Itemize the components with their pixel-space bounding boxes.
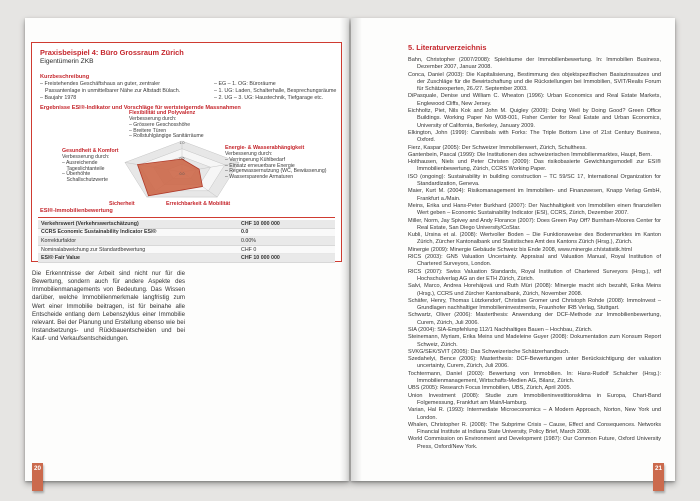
table-row <box>38 246 335 255</box>
radar-tick-label: 1.0 <box>179 141 185 146</box>
case-study-box <box>31 42 342 262</box>
annotation-intro: Verbesserung durch: <box>62 154 110 161</box>
description-item: – 2. UG – 3. UG: Haustechnik, Tiefgarage etc. <box>214 94 324 101</box>
reference-entry: Kubli, Ursina et al. (2008): Wertvoller Boden – Die Funktionsweise des Bodenmarktes im Kanton Zürich, Zürcher Kantonalbank und Statistisches Amt des Kantons Zürich (Hrsg.), Zürich. <box>408 232 661 246</box>
annotation-health <box>62 149 122 184</box>
axis-accessibility-label: Erreichbarkeit & Mobilität <box>166 201 231 207</box>
reference-entry: Union Investment (2008): Studie zum Immobilieninvestitionsklima in Europa, Chart-Band Folgemessung, Frankfurt am Main/Hamburg. <box>408 392 661 406</box>
row-value: 0.0 <box>241 229 249 236</box>
reference-entry: RICS (2003): GN5 Valuation Uncertainty. Appraisal and Valuation Manual, Royal Institution of Chartered Surveyors, London. <box>408 254 661 268</box>
annotation-item: – Einsatz erneuerbare Energie <box>225 162 295 169</box>
axis-energy-label: Energie- & Wasserabhängigkeit <box>225 145 305 151</box>
reference-entry: Elkington, John (1999): Cannibals with Forks: The Triple Bottom Line of 21st Century Business, Oxford. <box>408 129 661 144</box>
reference-entry: Varian, Hal R. (1993): Intermediate Microeconomics – A Modern Approach, Norton, New York und London. <box>408 407 661 421</box>
reference-entry: Salvi, Marco, Andrea Horehájová und Ruth Müri (2008): Minergie macht sich bezahlt, Erika Meins (Hrsg.), CCRS und Zürcher Kantonalbank, Zürich, November 2008. <box>408 283 661 297</box>
axis-safety-label: Sicherheit <box>109 201 135 207</box>
reference-entry: Eichholtz, Piet, Nils Kok and John M. Quigley (2009): Doing Well by Doing Good? Green Office Buildings. Working Paper No W08-001, Fisher Center for Real Estate and Urban Economics, University of California, Berkeley, January 2009. <box>408 108 661 129</box>
row-label: Nominalabweichung zur Standardbewertung <box>41 246 146 253</box>
row-label: ESI® Fair Value <box>41 255 80 262</box>
annotation-item: – Wassersparende Armaturen <box>225 174 294 181</box>
description-item: – EG – 1. OG: Büroräume <box>214 81 276 87</box>
table-row <box>38 229 335 238</box>
axis-flexibility-label: Flexibilität und Polyvalenz <box>129 110 196 116</box>
annotation-energy <box>225 146 337 181</box>
annotation-intro: Verbesserung durch: <box>225 151 273 158</box>
reference-entry: Fierz, Kaspar (2005): Der Schweizer Immobilienwert, Zürich, Schulthess. <box>408 144 587 151</box>
reference-entry: Schäfer, Henry, Thomas Lützkendorf, Christian Gromer und Christoph Rohde (2008): ImmoInvest – Grundlagen nachhaltiger Immobilieninvestments, Fraunhofer IRB Verlag, Stuttgart. <box>408 297 661 312</box>
right-page <box>351 18 675 481</box>
reference-entry: SVKG/SEK/SVIT (2005): Das Schweizerische Schätzerhandbuch. <box>408 348 570 355</box>
reference-entry: Whalen, Christopher R. (2008): The Subprime Crisis – Cause, Effect and Consequences. Networks Financial Institute at Indiana State University, Policy Brief, March 2008. <box>408 421 661 436</box>
table-row <box>38 220 335 229</box>
annotation-intro: Verbesserung durch: <box>129 116 177 123</box>
valuation-heading: ESI®-Immobilienbewertung <box>40 208 113 214</box>
reference-entry: Miller, Norm, Jay Spivey and Andy Florance (2007): Does Green Pay Off? Burnham-Moores Center for Real Estate, San Diego University/CoStar. <box>408 217 661 231</box>
results-heading: Ergebnisse ESI®-Indikator und Vorschläge für wertsteigernde Massnahmen <box>40 105 241 111</box>
annotation-item: – Breitere Türen <box>129 127 167 134</box>
left-page <box>25 18 349 481</box>
axis-health-label: Gesundheit & Komfort <box>62 148 119 154</box>
reference-entry: DiPasquale, Denise und William C. Wheaton (1996): Urban Economics and Real Estate Markets, Englewood Cliffs, New Jersey. <box>408 93 661 107</box>
case-study-owner: Eigentümerin ZKB <box>40 58 94 65</box>
page-number-tab-right: 21 <box>653 463 664 491</box>
valuation-table <box>38 220 335 263</box>
short-description-heading: Kurzbeschreibung <box>40 74 90 80</box>
table-row <box>38 254 335 263</box>
annotation-item: – Überhöhte Schallschutzwerte <box>62 171 108 184</box>
reference-entry: Maier, Kurt M. (2004): Risikomanagement im Immobilien- und Finanzwesen, Knapp Verlag GmbH, Frankfurt a./Main. <box>408 188 661 202</box>
annotation-item: – Rollstuhlgängige Sanitärräume <box>129 133 204 140</box>
reference-entry: UBS (2005): Research Focus Immobilien, UBS, Zürich, April 2005. <box>408 385 572 392</box>
body-paragraph: Die Erkenntnisse der Arbeit sind nicht nur für die Bewertung, sondern auch für andere Aspekte des Immobilienmanagements von Bedeutung. Das Wissen darüber, welche Immobilienmerkmale langfristig zum Wert einer Immobilie beitragen, ist für beinahe alle Entscheide entlang dem Lebenszyklus einer Immobilie relevant. Bei der Planung und Erstellung ebenso wie bei Instandsetzungs- und Rückbauentscheiden und bei Kauf- und Verkaufsentscheidungen. <box>32 270 185 343</box>
short-description-column-2 <box>214 81 339 102</box>
reference-entry: Schwartz, Oliver (2006): Masterthesis: Anwendung der DCF-Methode zur Immobilienbewertung, Curem, Zürich, Juli 2006. <box>408 312 661 326</box>
reference-entry: Meins, Erika und Hans-Peter Burkhard (2007): Der Nachhaltigkeit von Immobilien einen finanziellen Wert geben – Economic Sustainability Indicator (ESI), CCRS, Zürich, Dezember 2007. <box>408 202 661 217</box>
reference-list <box>408 57 661 451</box>
row-value: CHF 10 000 000 <box>241 255 280 262</box>
row-value: CHF 0 <box>241 246 257 253</box>
annotation-item: – Grössere Geschosshöhe <box>129 121 191 128</box>
valuation-divider <box>38 217 335 218</box>
reference-entry: Szedahelyi, Bence (2006): Masterthesis: DCF-Bewertungen unter Berücksichtigung der valuation uncertainty, Curem, Zürich, Juli 2006. <box>408 356 661 370</box>
radar-tick-label: 0.5 <box>179 156 185 161</box>
row-label: CCRS Economic Sustainability Indicator ESI® <box>41 229 157 236</box>
reference-entry: Steinemann, Myriam, Erika Meins und Madeleine Guyer (2008): Dokumentation zum Konsum Report Schweiz, Zürich. <box>408 334 661 348</box>
table-row <box>38 237 335 246</box>
annotation-item: – Verringerung Kühlbedarf <box>225 156 286 163</box>
reference-entry: ISO (ongoing): Sustainability in building construction – TC 59/SC 17, International Organization for Standardization, Geneva. <box>408 173 661 188</box>
bibliography-heading: 5. Literaturverzeichnis <box>408 43 487 52</box>
reference-entry: Holthausen, Niels und Peter Christen (2009): Das risikobasierte Gewichtungsmodell zur ESI® Immobilienbewertung, Zürich, CCRS Working Paper. <box>408 159 661 173</box>
reference-entry: Minergie (2009): Minergie Gebäude Schweiz bis Ende 2008, www.minergie.ch/statistik.html <box>408 246 632 253</box>
reference-entry: Bahn, Christopher (2007/2008): Spielräume der Immobilienbewertung. In: Immobilien Business, Dezember 2007, Januar 2008. <box>408 57 661 71</box>
description-item: – 1. UG: Laden, Schalterhalle, Besprechungsräume <box>214 87 337 94</box>
reference-entry: RICS (2007): Swiss Valuation Standards, Royal Institution of Chartered Surveyors (Hrsg.), vdf Hochschulverlag AG an der ETH Zürich, Zürich. <box>408 268 661 282</box>
row-value: CHF 10 000 000 <box>241 220 280 227</box>
row-label: Korrekturfaktor <box>41 237 77 244</box>
description-item: – Freistehendes Geschäftshaus an guter, zentraler Passantenlage in unmittelbarer Nähe zur Altstadt Bülach. <box>40 81 181 94</box>
page-number-tab-left: 20 <box>32 463 43 491</box>
radar-tick-label: 0.0 <box>179 172 185 177</box>
row-value: 0.00% <box>241 237 257 244</box>
reference-entry: Conca, Daniel (2003): Die Kapitalisierung, Bestimmung des objektspezifischen Basiszinssatzes und der Zuschläge für die Bewirtschaftung und die Rückstellungen bei Immobilien, SVIT/Realis Forum für Schätzexperten, 26./27. September 2003. <box>408 71 661 93</box>
reference-entry: World Commission on Environment and Development (1987): Our Common Future, Oxford University Press, Oxford/New York. <box>408 436 661 450</box>
annotation-item: – Regenwassernutzung (WC, Bewässerung) <box>225 168 327 175</box>
short-description-column-1 <box>40 81 192 102</box>
reference-entry: Tochtermann, Daniel (2003): Bewertung von Immobilien. In: Hans-Rudolf Schalcher (Hrsg.): Immobilienmanagement, Wirtschafts-Medien AG, Bilanz, Zürich. <box>408 370 661 385</box>
reference-entry: SIA (2004): SIA-Empfehlung 112/1 Nachhaltiges Bauen – Hochbau, Zürich. <box>408 326 593 333</box>
description-item: – Baujahr 1978 <box>40 94 77 101</box>
reference-entry: Gantenbein, Pascal (1999): Die Institutionen des schweizerischen Immobilienmarktes, Haupt, Bern. <box>408 151 652 158</box>
row-label: Verkehrswert (Verkehrswertschätzung) <box>41 220 139 227</box>
annotation-flexibility <box>129 111 247 140</box>
annotation-item: – Ausreichende Tageslichtanteile <box>62 159 105 172</box>
case-study-title: Praxisbeispiel 4: Büro Grossraum Zürich <box>40 48 184 57</box>
